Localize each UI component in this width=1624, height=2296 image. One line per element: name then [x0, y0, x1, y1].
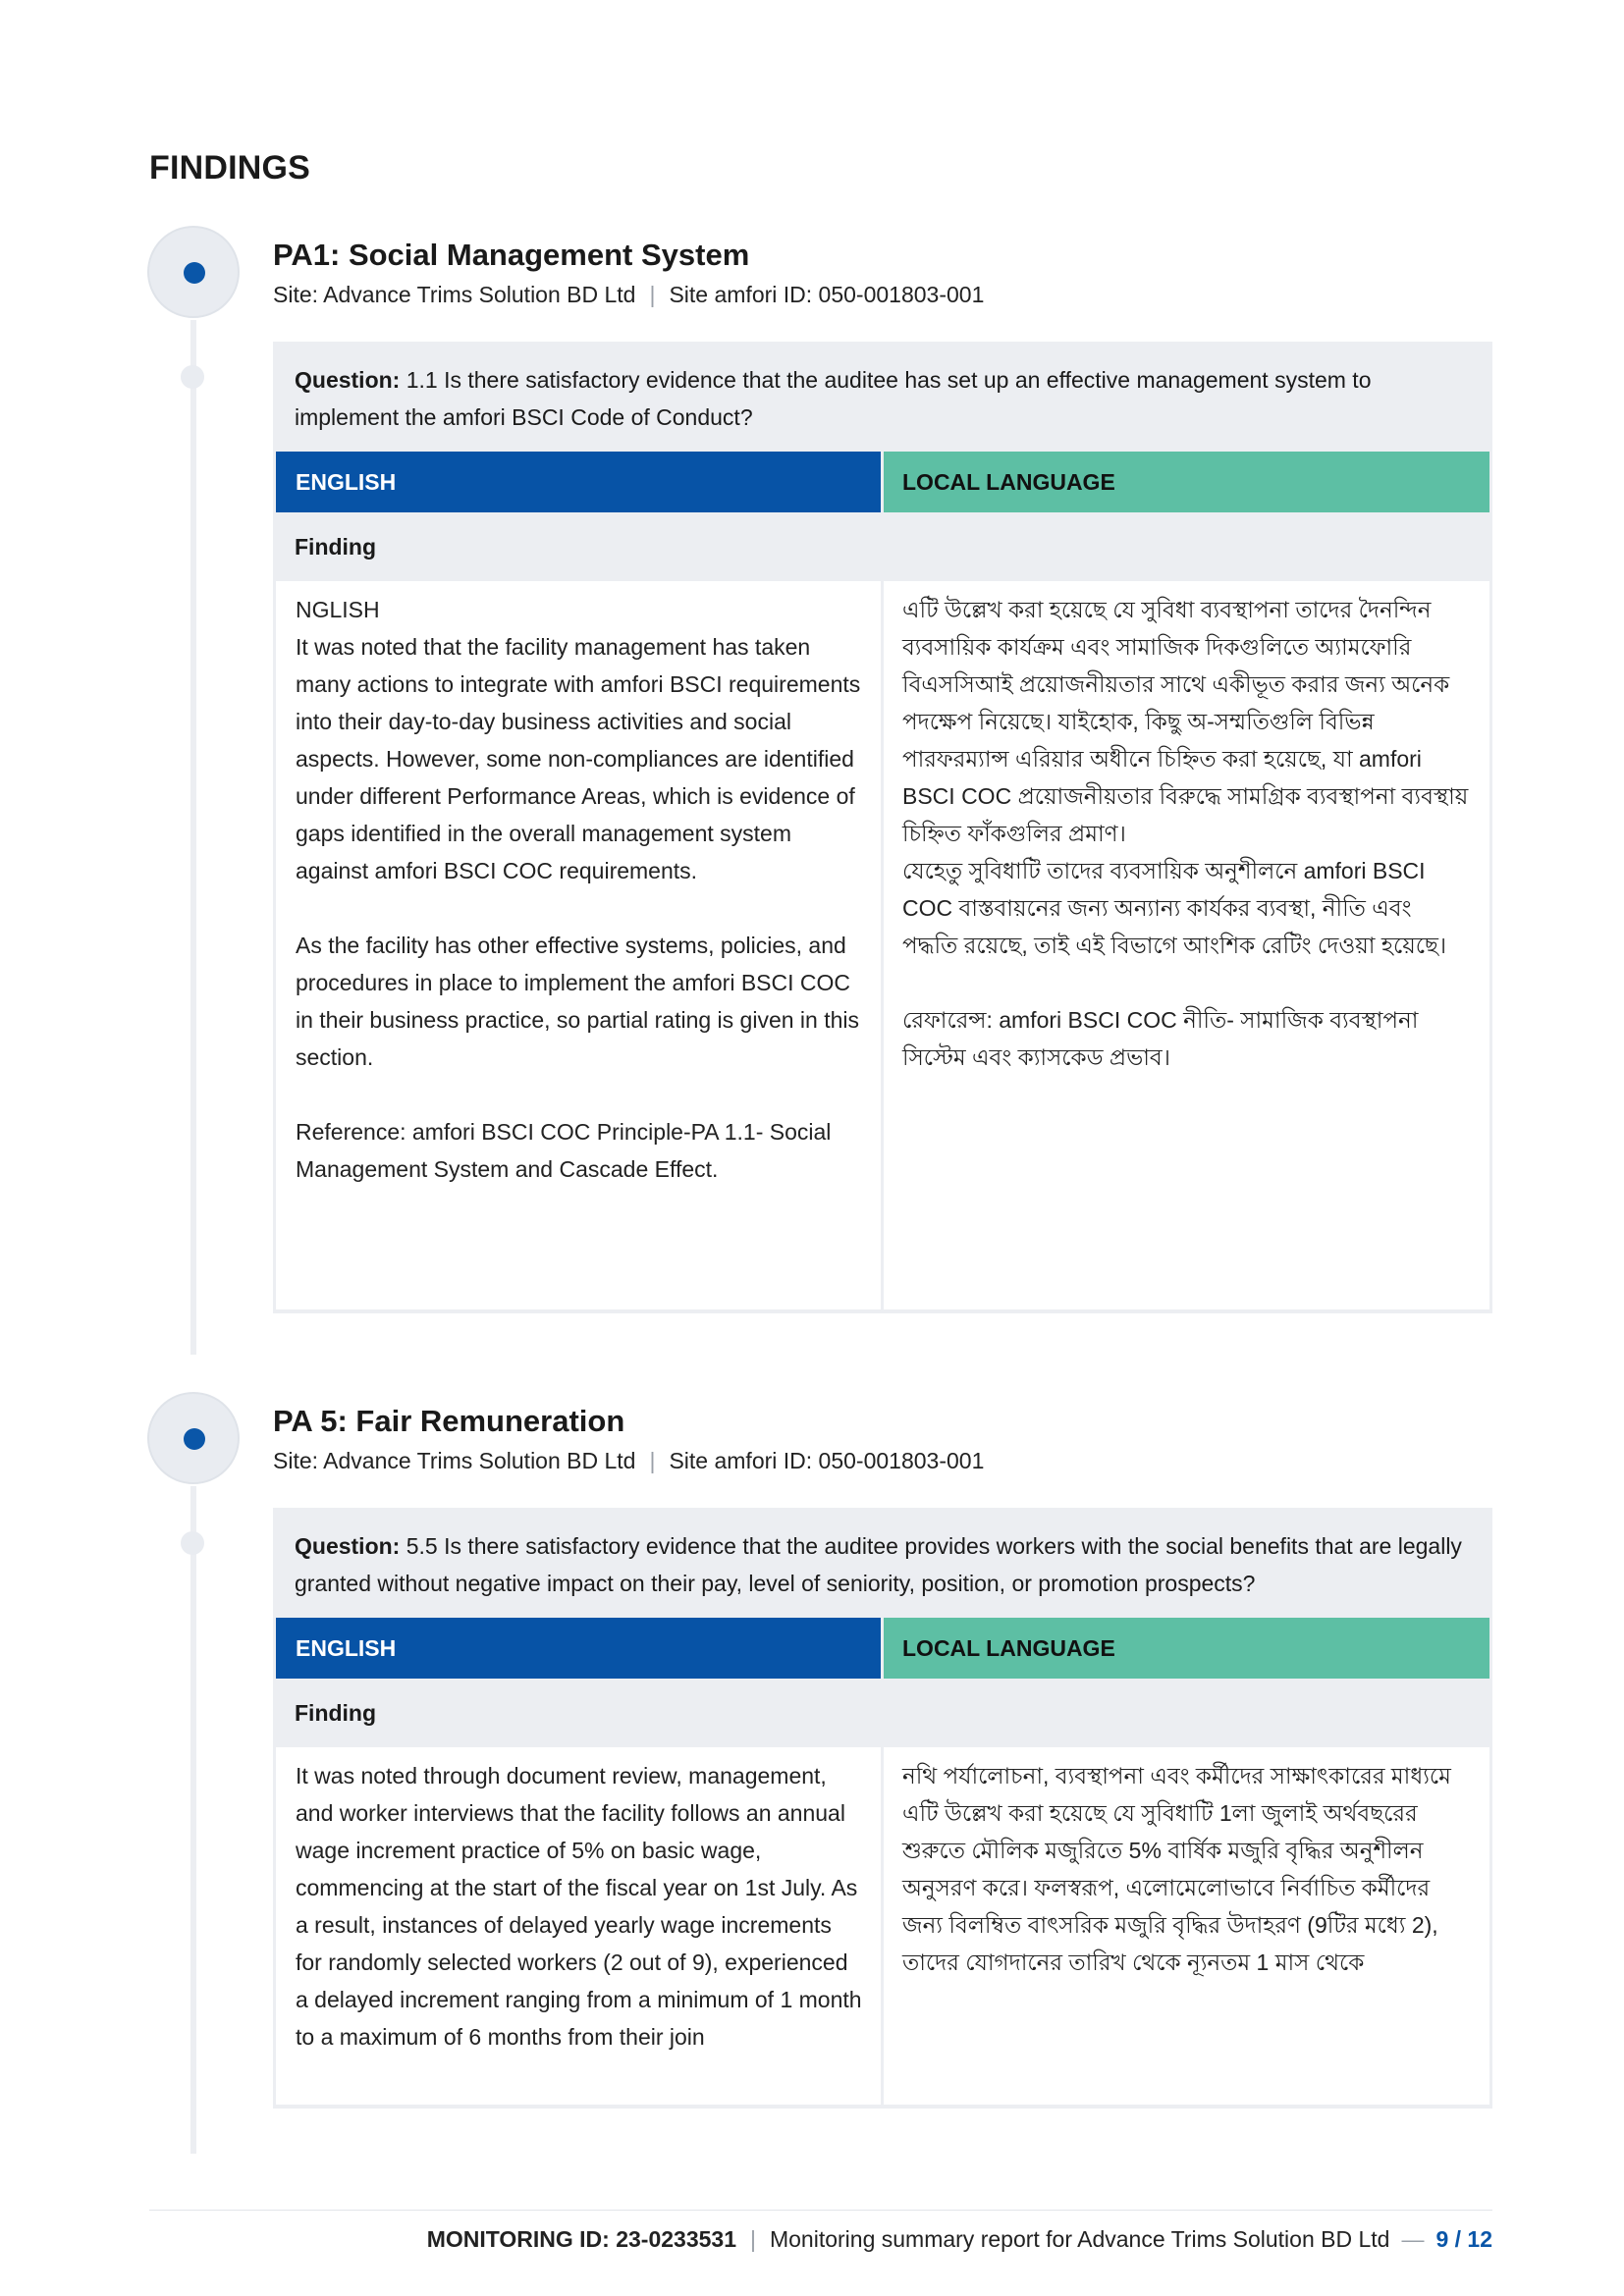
question-text: 5.5 Is there satisfactory evidence that the auditee provides workers with the social benefits that are legally granted without negative impact on their pay, level of seniority, position, or promotion prospects?	[295, 1533, 1462, 1596]
column-header-english: ENGLISH	[276, 1618, 881, 1679]
finding-paragraph: নথি পর্যালোচনা, ব্যবস্থাপনা এবং কর্মীদের সাক্ষাৎকারের মাধ্যমে এটি উল্লেখ করা হয়েছে যে সুবিধাটি 1লা জুলাই অর্থবছরের শুরুতে মৌলিক মজুরিতে 5% বার্ষিক মজুরি বৃদ্ধির অনুশীলন অনুসরণ করে। ফলস্বরূপ, এলোমেলোভাবে নির্বাচিত কর্মীদের জন্য বিলম্বিত বাৎসরিক মজুরি বৃদ্ধির উদাহরণ (9টির মধ্যে 2), তাদের যোগদানের তারিখ থেকে ন্যূনতম 1 মাস থেকে	[902, 1763, 1451, 1975]
finding-card	[273, 1508, 1492, 2109]
timeline-dot-icon	[184, 262, 205, 284]
site-amfori-id: Site amfori ID: 050-001803-001	[669, 1448, 985, 1473]
finding-paragraph: Reference: amfori BSCI COC Principle-PA 1.1- Social Management System and Cascade Effect.	[296, 1119, 832, 1182]
question	[273, 1508, 1492, 1618]
column-header-english: ENGLISH	[276, 452, 881, 512]
monitoring-id: MONITORING ID: 23-0233531	[426, 2226, 736, 2252]
separator: —	[1401, 2226, 1425, 2252]
timeline-line	[190, 320, 196, 1355]
finding-paragraph: As the facility has other effective systems, policies, and procedures in place to implement the amfori BSCI COC in their business practice, so partial rating is given in this section.	[296, 933, 860, 1070]
section-title: PA1: Social Management System	[273, 238, 750, 272]
finding-label: Finding	[295, 1699, 377, 1726]
finding-paragraph: এটি উল্লেখ করা হয়েছে যে সুবিধা ব্যবস্থাপনা তাদের দৈনন্দিন ব্যবসায়িক কার্যক্রম এবং সামাজিক দিকগুলিতে অ্যামফোরি বিএসসিআই প্রয়োজনীয়তার সাথে একীভূত করার জন্য অনেক পদক্ষেপ নিয়েছে। যাইহোক, কিছু অ-সম্মতিগুলি বিভিন্ন পারফরম্যান্স এরিয়ার অধীনে চিহ্নিত করা হয়েছে, যা amfori BSCI COC প্রয়োজনীয়তার বিরুদ্ধে সামগ্রিক ব্যবস্থাপনা ব্যবস্থায় চিহ্নিত ফাঁকগুলির প্রমাণ। যেহেতু সুবিধাটি তাদের ব্যবসায়িক অনুশীলনে amfori BSCI COC বাস্তবায়নের জন্য অন্যান্য কার্যকর ব্যবস্থা, নীতি এবং পদ্ধতি রয়েছে, তাই এই বিভাগে আংশিক রেটিং দেওয়া হয়েছে।	[902, 597, 1469, 958]
finding-paragraph: It was noted through document review, management, and worker interviews that the facility follows an annual wage increment practice of 5% on basic wage, commencing at the start of the fiscal year on 1st July. As a result, instances of delayed yearly wage increments for randomly selected workers (2 out of 9), experienced a delayed increment ranging from a minimum of 1 month to a maximum of 6 months from their join	[296, 1763, 862, 2050]
page-number: 9 / 12	[1435, 2226, 1492, 2252]
finding-local-language	[884, 581, 1489, 1309]
language-header	[276, 1618, 1489, 1679]
finding-paragraph: রেফারেন্স: amfori BSCI COC নীতি- সামাজিক ব্যবস্থাপনা সিস্টেম এবং ক্যাসকেড প্রভাব।	[902, 1007, 1419, 1070]
column-header-local-language: LOCAL LANGUAGE	[884, 1618, 1489, 1679]
finding-local-language	[884, 1747, 1489, 2105]
site-amfori-id: Site amfori ID: 050-001803-001	[669, 282, 985, 307]
site-info	[273, 282, 984, 308]
site-name: Site: Advance Trims Solution BD Ltd	[273, 1448, 636, 1473]
timeline-dot-icon	[184, 1428, 205, 1450]
finding-english	[276, 1747, 881, 2105]
timeline-node	[181, 365, 204, 389]
finding-content	[276, 581, 1489, 1309]
finding-card	[273, 342, 1492, 1313]
site-info	[273, 1448, 984, 1474]
report-title: Monitoring summary report for Advance Trims Solution BD Ltd	[769, 2226, 1390, 2252]
footer-divider	[149, 2210, 1492, 2211]
page-title: FINDINGS	[149, 149, 311, 187]
question-text: 1.1 Is there satisfactory evidence that the auditee has set up an effective management system to implement the amfori BSCI Code of Conduct?	[295, 367, 1372, 430]
language-header	[276, 452, 1489, 512]
question-label: Question:	[295, 367, 401, 393]
page-footer	[427, 2226, 1492, 2253]
site-name: Site: Advance Trims Solution BD Ltd	[273, 282, 636, 307]
finding-label: Finding	[295, 533, 377, 560]
question	[273, 342, 1492, 452]
finding-content	[276, 1747, 1489, 2105]
timeline-marker	[147, 1392, 240, 1484]
question-label: Question:	[295, 1533, 401, 1559]
separator: |	[649, 1448, 656, 1473]
finding-paragraph: NGLISH It was noted that the facility management has taken many actions to integrate with amfori BSCI requirements into their day-to-day business activities and social aspects. However, some non-compliances are identified under different Performance Areas, which is evidence of gaps identified in the overall management system against amfori BSCI COC requirements.	[296, 597, 861, 883]
section-title: PA 5: Fair Remuneration	[273, 1404, 625, 1438]
separator: |	[649, 282, 656, 307]
column-header-local-language: LOCAL LANGUAGE	[884, 452, 1489, 512]
finding-english	[276, 581, 881, 1309]
timeline-marker	[147, 226, 240, 318]
timeline-line	[190, 1486, 196, 2154]
separator: |	[749, 2226, 756, 2252]
timeline-node	[181, 1531, 204, 1555]
